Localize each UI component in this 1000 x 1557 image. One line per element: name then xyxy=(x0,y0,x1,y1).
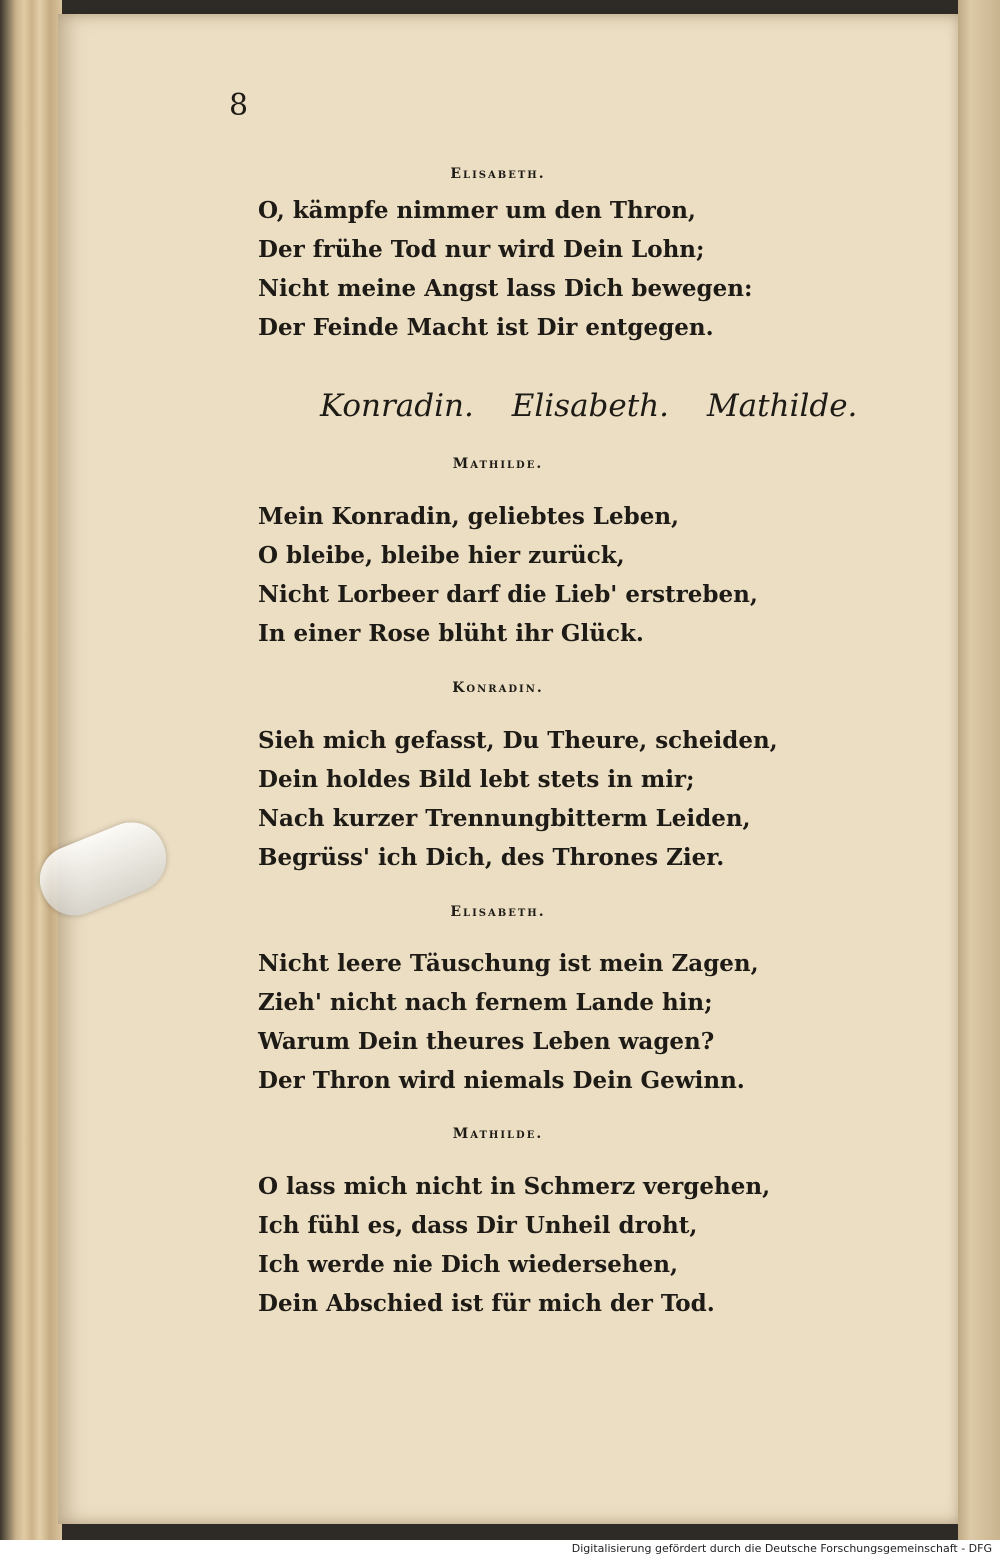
verse-line: Der frühe Tod nur wird Dein Lohn; xyxy=(258,236,705,263)
verse-line: O, kämpfe nimmer um den Thron, xyxy=(258,197,696,224)
verse-line: Sieh mich gefasst, Du Theure, scheiden, xyxy=(258,727,778,754)
scene-character: Elisabeth. xyxy=(511,388,670,424)
verse-line: Dein holdes Bild lebt stets in mir; xyxy=(258,766,695,793)
speaker-label: Mathilde. xyxy=(452,456,544,472)
verse-line: Der Thron wird niemals Dein Gewinn. xyxy=(258,1067,745,1094)
facing-page-edge xyxy=(958,0,1000,1540)
speaker-label: Elisabeth. xyxy=(450,166,546,182)
verse-line: O lass mich nicht in Schmerz vergehen, xyxy=(258,1173,771,1200)
verse-line: Warum Dein theures Leben wagen? xyxy=(258,1028,715,1055)
verse-line: Begrüss' ich Dich, des Thrones Zier. xyxy=(258,844,725,871)
page-number: 8 xyxy=(229,88,249,123)
verse-line: Der Feinde Macht ist Dir entgegen. xyxy=(258,314,714,341)
verse-line: Ich werde nie Dich wiedersehen, xyxy=(258,1251,678,1278)
verse-line: Nicht Lorbeer darf die Lieb' erstreben, xyxy=(258,581,758,608)
verse-line: Dein Abschied ist für mich der Tod. xyxy=(258,1290,715,1317)
scene-heading xyxy=(320,388,885,424)
verse-line: Mein Konradin, geliebtes Leben, xyxy=(258,503,680,530)
speaker-label: Konradin. xyxy=(452,680,544,696)
verse-line: O bleibe, bleibe hier zurück, xyxy=(258,542,625,569)
footer-credit: Digitalisierung gefördert durch die Deutsche Forschungsgemeinschaft - DFG xyxy=(571,1542,992,1555)
verse-line: Nicht meine Angst lass Dich bewegen: xyxy=(258,275,753,302)
footer-bar xyxy=(0,1540,1000,1557)
speaker-label: Mathilde. xyxy=(452,1126,544,1142)
verse-line: Zieh' nicht nach fernem Lande hin; xyxy=(258,989,713,1016)
verse-line: Nach kurzer Trennungbitterm Leiden, xyxy=(258,805,751,832)
speaker-label: Elisabeth. xyxy=(450,904,546,920)
scene-character: Mathilde. xyxy=(706,388,858,424)
verse-line: Ich fühl es, dass Dir Unheil droht, xyxy=(258,1212,698,1239)
verse-line: In einer Rose blüht ihr Glück. xyxy=(258,620,644,647)
scene-character: Konradin. xyxy=(320,388,474,424)
verse-line: Nicht leere Täuschung ist mein Zagen, xyxy=(258,950,759,977)
book-edge-left xyxy=(0,0,62,1540)
